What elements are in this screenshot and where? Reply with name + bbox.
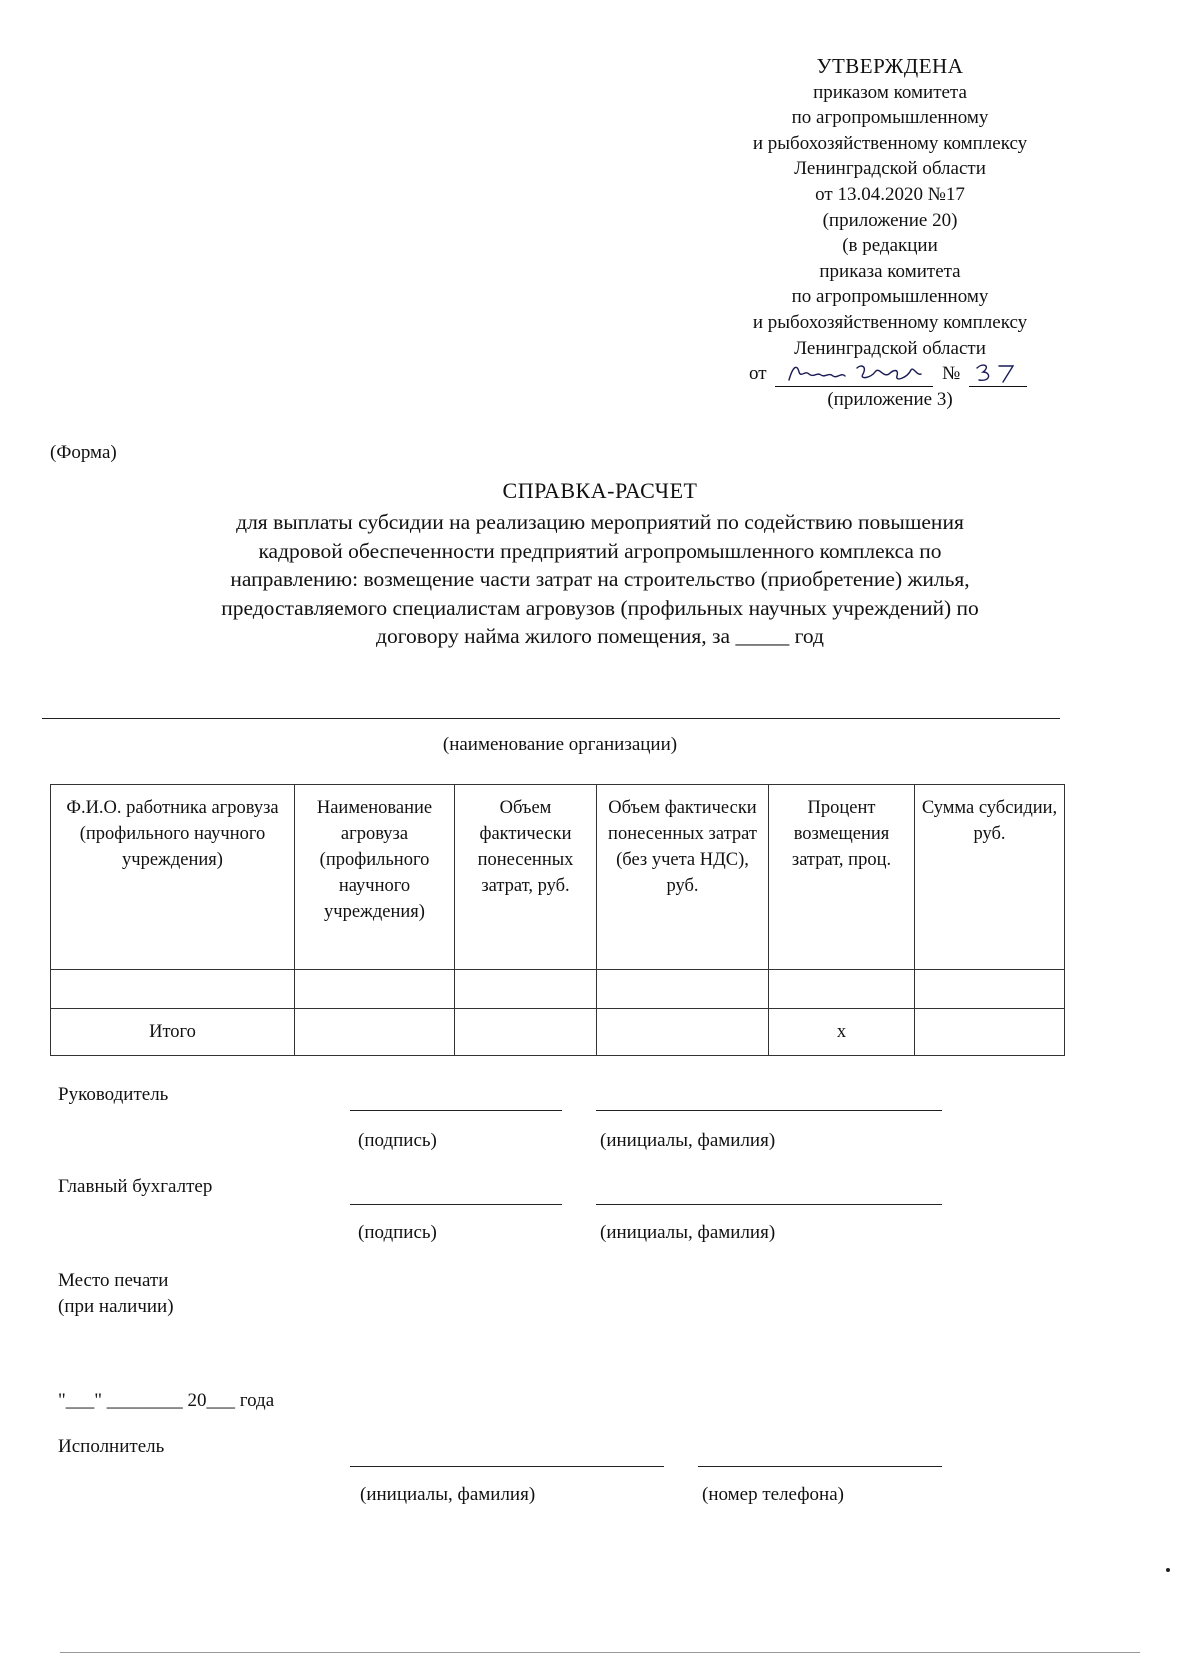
subtitle-line: направлению: возмещение части затрат на строительство (приобретение) жилья,: [230, 567, 970, 591]
head-signature-caption: (подпись): [358, 1130, 437, 1151]
header-subsidy-amount: Сумма субсидии, руб.: [915, 785, 1065, 970]
handwritten-number-field: [969, 364, 1027, 387]
approval-line: (в редакции: [842, 235, 938, 257]
approval-line: от 13.04.2020 №17: [815, 183, 965, 205]
total-percent-mark: х: [769, 1009, 915, 1056]
header-costs-without-vat: Объем фактически понесенных затрат (без учета НДС), руб.: [597, 785, 769, 970]
approval-line: и рыбохозяйственному комплексу: [752, 132, 1028, 154]
organization-caption: (наименование организации): [442, 734, 678, 755]
scan-edge-line: [60, 1652, 1140, 1653]
handwritten-number-icon: [969, 360, 1027, 386]
total-label: Итого: [51, 1009, 295, 1056]
approval-line: (приложение 20): [822, 209, 958, 231]
table-cell[interactable]: [51, 970, 295, 1009]
accountant-signature-line[interactable]: [350, 1204, 562, 1205]
form-label: (Форма): [50, 442, 117, 463]
head-label: Руководитель: [58, 1084, 169, 1105]
handwritten-date-field: [775, 364, 933, 387]
executor-phone-caption: (номер телефона): [702, 1484, 844, 1505]
accountant-name-line[interactable]: [596, 1204, 942, 1205]
approval-line: приказом комитета: [813, 81, 967, 103]
table-cell[interactable]: [915, 1009, 1065, 1056]
stamp-label-note: (при наличии): [58, 1296, 174, 1317]
approval-line: и рыбохозяйственному комплексу: [752, 311, 1028, 333]
executor-label: Исполнитель: [58, 1436, 165, 1457]
subtitle-line: предоставляемого специалистам агровузов (профильных научных учреждений) по: [221, 595, 979, 620]
accountant-signature-caption: (подпись): [358, 1222, 437, 1243]
handwritten-date-icon: [775, 360, 933, 386]
header-employee-name: Ф.И.О. работника агровуза (профильного научного учреждения): [51, 785, 295, 970]
head-name-line[interactable]: [596, 1110, 942, 1111]
document-subtitle: [40, 508, 1160, 651]
header-reimbursement-percent: Процент возмещения затрат, проц.: [769, 785, 915, 970]
executor-name-line[interactable]: [350, 1466, 664, 1467]
organization-name-line: [42, 718, 1060, 719]
header-university-name: Наименование агровуза (профильного научного учреждения): [295, 785, 455, 970]
subtitle-line: кадровой обеспеченности предприятий агропромышленного комплекса по: [258, 538, 942, 563]
approval-line: по агропромышленному: [791, 286, 989, 308]
table-cell[interactable]: [597, 970, 769, 1009]
approval-line: приказа комитета: [819, 260, 961, 282]
accountant-name-caption: (инициалы, фамилия): [600, 1222, 776, 1243]
approval-line: по агропромышленному: [791, 107, 989, 129]
executor-phone-line[interactable]: [698, 1466, 942, 1467]
subtitle-line: для выплаты субсидии на реализацию мероприятий по содействию повышения: [236, 510, 964, 534]
table-cell[interactable]: [769, 970, 915, 1009]
table-cell[interactable]: [295, 970, 455, 1009]
from-prefix: от: [749, 363, 767, 385]
table-cell[interactable]: [455, 1009, 597, 1056]
table-row: [51, 970, 1065, 1009]
accountant-label: Главный бухгалтер: [58, 1176, 213, 1197]
table-cell[interactable]: [597, 1009, 769, 1056]
table-header-row: [51, 785, 1065, 970]
number-sign: №: [942, 363, 961, 385]
calculation-table: [50, 784, 1065, 1056]
approval-attachment: (приложение 3): [827, 388, 953, 410]
date-line: "___" ________ 20___ года: [58, 1390, 275, 1411]
table-cell[interactable]: [915, 970, 1065, 1009]
approval-line: Ленинградской области: [794, 337, 986, 359]
head-name-caption: (инициалы, фамилия): [600, 1130, 776, 1151]
approval-heading: УТВЕРЖДЕНА: [816, 54, 964, 78]
table-cell[interactable]: [455, 970, 597, 1009]
approval-date-number-row: [700, 361, 1080, 387]
stamp-label: Место печати: [58, 1270, 169, 1291]
table-total-row: [51, 1009, 1065, 1056]
head-signature-line[interactable]: [350, 1110, 562, 1111]
executor-name-caption: (инициалы, фамилия): [360, 1484, 536, 1505]
table-cell[interactable]: [295, 1009, 455, 1056]
header-actual-costs: Объем фактически понесенных затрат, руб.: [455, 785, 597, 970]
subtitle-line: договору найма жилого помещения, за _____ год: [376, 624, 824, 648]
document-title: СПРАВКА-РАСЧЕТ: [502, 478, 698, 503]
approval-block: [700, 54, 1080, 412]
scan-speck: [1166, 1568, 1170, 1572]
approval-line: Ленинградской области: [794, 158, 986, 180]
